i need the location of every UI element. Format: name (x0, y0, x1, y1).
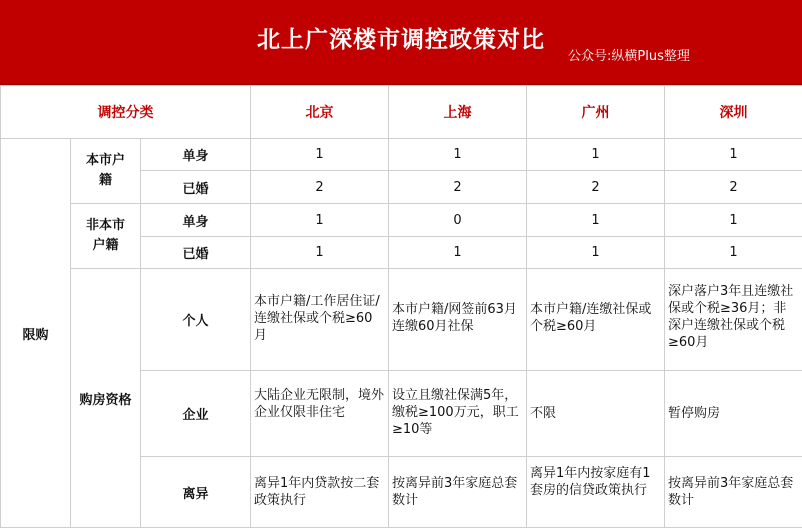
table-cell: 1 (251, 139, 389, 171)
row-label: 已婚 (141, 237, 251, 269)
table-cell: 离异1年内贷款按二套政策执行 (251, 457, 389, 528)
table-cell: 本市户籍/网签前63月连缴60月社保 (389, 269, 527, 371)
table-cell: 设立且缴社保满5年，缴税≥100万元，职工≥10等 (389, 371, 527, 457)
table-cell: 1 (389, 139, 527, 171)
table-cell: 0 (389, 204, 527, 237)
header-row (1, 86, 802, 139)
row-label: 离异 (141, 457, 251, 528)
table-cell: 2 (389, 171, 527, 204)
group-label-qualification: 购房资格 (71, 269, 141, 528)
category-header: 调控分类 (1, 86, 251, 139)
city-header-guangzhou: 广州 (527, 86, 665, 139)
table-cell: 不限 (527, 371, 665, 457)
table-cell: 1 (665, 204, 802, 237)
city-header-shenzhen: 深圳 (665, 86, 802, 139)
table-cell: 1 (665, 139, 802, 171)
row-label: 个人 (141, 269, 251, 371)
group-label-local-hukou (71, 139, 141, 204)
table-cell: 深户落户3年且连缴社保或个税≥36月；非深户连缴社保或个税≥60月 (665, 269, 802, 371)
table-cell: 2 (251, 171, 389, 204)
group-label-text: 非本市户籍 (85, 218, 125, 253)
page-title: 北上广深楼市调控政策对比 (257, 27, 545, 53)
table-cell: 暂停购房 (665, 371, 802, 457)
city-header-beijing: 北京 (251, 86, 389, 139)
source-credit: 公众号:纵横Plus整理 (568, 49, 690, 64)
group-label-text: 本市户籍 (85, 153, 125, 188)
table-cell: 离异1年内按家庭有1套房的信贷政策执行 (527, 457, 665, 528)
table-cell: 大陆企业无限制，境外企业仅限非住宅 (251, 371, 389, 457)
table-cell: 本市户籍/连缴社保或个税≥60月 (527, 269, 665, 371)
table-cell: 1 (665, 237, 802, 269)
table-row (1, 204, 802, 237)
table-cell: 按离异前3年家庭总套数计 (665, 457, 802, 528)
table-cell: 按离异前3年家庭总套数计 (389, 457, 527, 528)
row-label: 企业 (141, 371, 251, 457)
table-cell: 1 (527, 139, 665, 171)
table-cell: 1 (251, 237, 389, 269)
row-label: 单身 (141, 204, 251, 237)
table-cell: 1 (527, 237, 665, 269)
table-cell: 本市户籍/工作居住证/连缴社保或个税≥60月 (251, 269, 389, 371)
section-label: 限购 (1, 139, 71, 528)
table-cell: 1 (251, 204, 389, 237)
table-cell: 2 (665, 171, 802, 204)
table-row (1, 269, 802, 371)
policy-comparison-table (0, 85, 802, 528)
row-label: 已婚 (141, 171, 251, 204)
table-cell: 1 (527, 204, 665, 237)
table-row (1, 139, 802, 171)
table-cell: 2 (527, 171, 665, 204)
row-label: 单身 (141, 139, 251, 171)
title-banner (0, 0, 802, 85)
city-header-shanghai: 上海 (389, 86, 527, 139)
table-cell: 1 (389, 237, 527, 269)
group-label-nonlocal-hukou (71, 204, 141, 269)
